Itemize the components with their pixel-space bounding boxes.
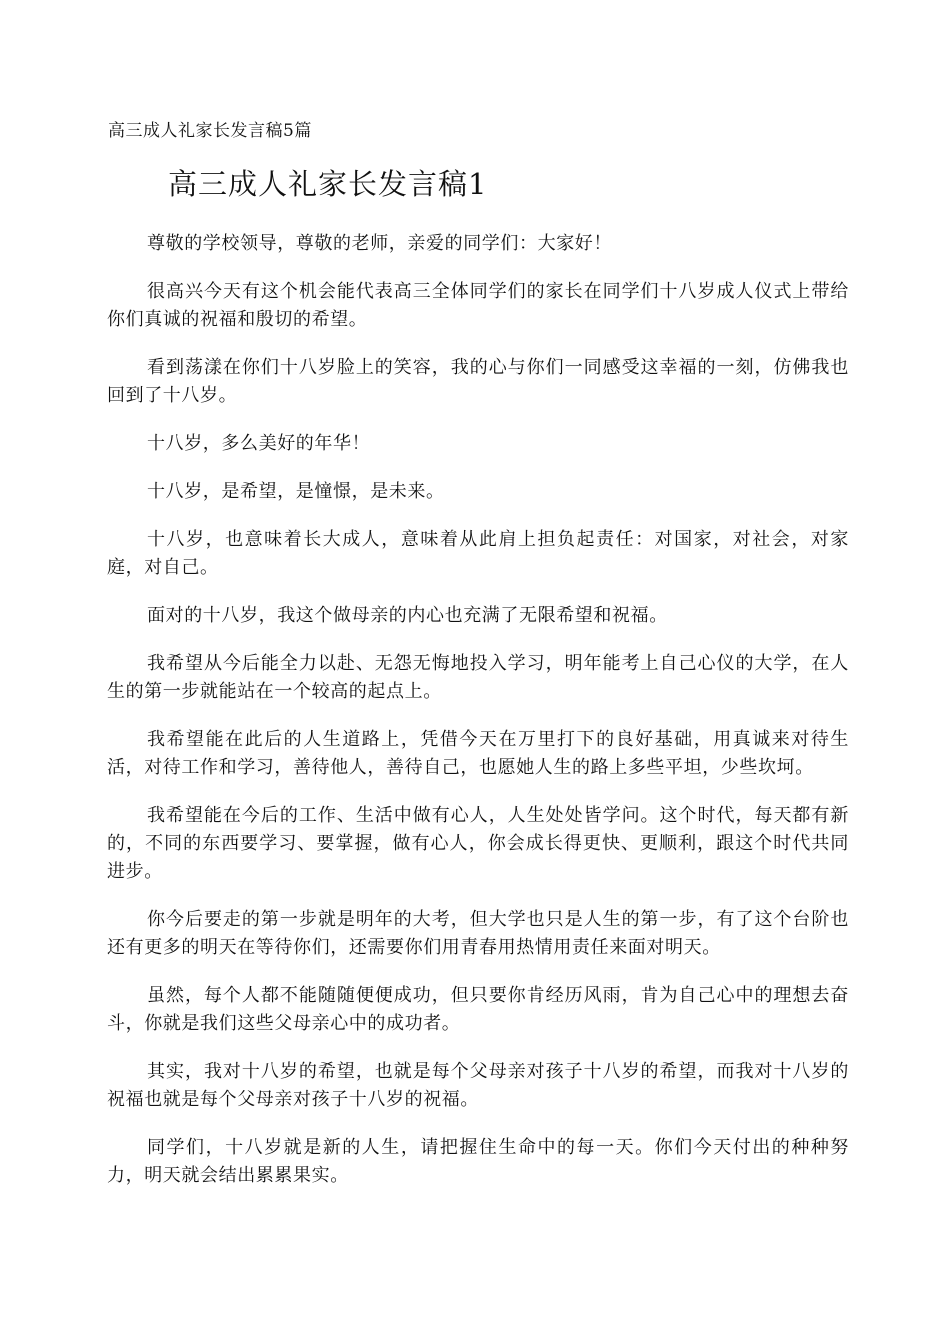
paragraph: 我希望从今后能全力以赴、无怨无悔地投入学习，明年能考上自己心仪的大学，在人生的第一步就能站在一个较高的起点上。 (107, 653, 849, 702)
paragraph: 我希望能在今后的工作、生活中做有心人，人生处处皆学问。这个时代，每天都有新的，不同的东西要学习、要掌握，做有心人，你会成长得更快、更顺利，跟这个时代共同进步。 (107, 805, 849, 882)
paragraph: 看到荡漾在你们十八岁脸上的笑容，我的心与你们一同感受这幸福的一刻，仿佛我也回到了十八岁。 (107, 357, 849, 406)
paragraph: 其实，我对十八岁的希望，也就是每个父母亲对孩子十八岁的希望，而我对十八岁的祝福也就是每个父母亲对孩子十八岁的祝福。 (107, 1061, 849, 1110)
paragraph: 虽然，每个人都不能随随便便成功，但只要你肯经历风雨，肯为自己心中的理想去奋斗，你就是我们这些父母亲心中的成功者。 (107, 985, 849, 1034)
paragraph: 面对的十八岁，我这个做母亲的内心也充满了无限希望和祝福。 (147, 605, 668, 626)
paragraph: 十八岁，也意味着长大成人，意味着从此肩上担负起责任：对国家，对社会，对家庭，对自己。 (107, 529, 849, 578)
paragraph: 十八岁，是希望，是憧憬，是未来。 (147, 481, 445, 502)
paragraph: 你今后要走的第一步就是明年的大考，但大学也只是人生的第一步，有了这个台阶也还有更多的明天在等待你们，还需要你们用青春用热情用责任来面对明天。 (107, 909, 849, 958)
document-body (107, 230, 849, 1210)
section-title: 高三成人礼家长发言稿1 (168, 167, 488, 201)
paragraph: 十八岁，多么美好的年华！ (147, 433, 371, 454)
paragraph: 我希望能在此后的人生道路上，凭借今天在万里打下的良好基础，用真诚来对待生活，对待工作和学习，善待他人，善待自己，也愿她人生的路上多些平坦，少些坎坷。 (107, 729, 849, 778)
paragraph-greeting: 尊敬的学校领导，尊敬的老师，亲爱的同学们：大家好！ (147, 233, 612, 254)
paragraph: 同学们，十八岁就是新的人生，请把握住生命中的每一天。你们今天付出的种种努力，明天就会结出累累果实。 (107, 1137, 849, 1186)
paragraph: 很高兴今天有这个机会能代表高三全体同学们的家长在同学们十八岁成人仪式上带给你们真诚的祝福和殷切的希望。 (107, 281, 849, 330)
document-title: 高三成人礼家长发言稿5篇 (108, 121, 312, 141)
